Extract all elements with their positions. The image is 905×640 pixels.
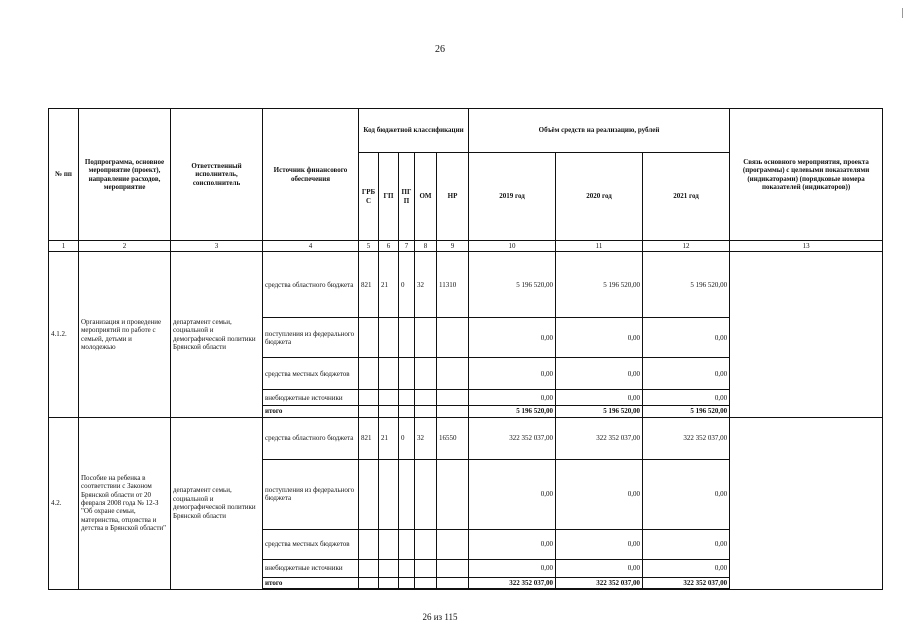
amount-2019: 5 196 520,00 bbox=[469, 252, 556, 318]
amount-2021: 0,00 bbox=[643, 559, 730, 577]
header-responsible: Ответственный исполнитель, соисполнитель bbox=[171, 109, 263, 241]
grbs-cell bbox=[359, 390, 379, 406]
pgp-cell: 0 bbox=[399, 252, 415, 318]
amount-2020: 0,00 bbox=[556, 459, 643, 529]
header-link: Связь основного мероприятия, проекта (программы) с целевыми показателями (индикаторами) (порядковые номера показателей (индикаторов)) bbox=[730, 109, 883, 241]
col-number: 9 bbox=[437, 241, 469, 252]
col-number: 3 bbox=[171, 241, 263, 252]
budget-table bbox=[48, 108, 883, 590]
gp-cell: 21 bbox=[379, 417, 399, 459]
amount-2021: 0,00 bbox=[643, 358, 730, 390]
col-number: 6 bbox=[379, 241, 399, 252]
grbs-cell bbox=[359, 406, 379, 417]
amount-2019: 0,00 bbox=[469, 318, 556, 358]
amount-2020: 0,00 bbox=[556, 529, 643, 559]
pgp-cell bbox=[399, 529, 415, 559]
nr-cell bbox=[437, 390, 469, 406]
item-name: Пособие на ребенка в соответствии с Законом Брянской области от 20 февраля 2008 года № 12-З "Об охране семьи, материнства, отцовства и детства в Брянской области" bbox=[79, 417, 171, 589]
grbs-cell bbox=[359, 577, 379, 589]
header-pgp: ПГ П bbox=[399, 153, 415, 241]
om-cell: 32 bbox=[415, 252, 437, 318]
amount-2021: 5 196 520,00 bbox=[643, 252, 730, 318]
amount-2020: 322 352 037,00 bbox=[556, 417, 643, 459]
edge-mark bbox=[902, 8, 903, 18]
pgp-cell bbox=[399, 390, 415, 406]
col-number: 2 bbox=[79, 241, 171, 252]
nr-cell bbox=[437, 529, 469, 559]
header-2020: 2020 год bbox=[556, 153, 643, 241]
amount-2020: 0,00 bbox=[556, 358, 643, 390]
om-cell bbox=[415, 459, 437, 529]
table-row bbox=[49, 252, 883, 318]
source-cell: внебюджетные источники bbox=[263, 559, 359, 577]
item-responsible: департамент семьи, социальной и демографической политики Брянской области bbox=[171, 417, 263, 589]
total-2020: 322 352 037,00 bbox=[556, 577, 643, 589]
grbs-cell bbox=[359, 529, 379, 559]
amount-2019: 0,00 bbox=[469, 358, 556, 390]
gp-cell bbox=[379, 390, 399, 406]
amount-2021: 0,00 bbox=[643, 529, 730, 559]
pgp-cell bbox=[399, 318, 415, 358]
amount-2021: 0,00 bbox=[643, 390, 730, 406]
page-number: 26 bbox=[435, 44, 445, 55]
om-cell bbox=[415, 559, 437, 577]
nr-cell bbox=[437, 459, 469, 529]
gp-cell bbox=[379, 358, 399, 390]
om-cell bbox=[415, 529, 437, 559]
col-number: 13 bbox=[730, 241, 883, 252]
gp-cell bbox=[379, 318, 399, 358]
col-number: 12 bbox=[643, 241, 730, 252]
amount-2020: 5 196 520,00 bbox=[556, 252, 643, 318]
source-cell: поступления из федерального бюджета bbox=[263, 459, 359, 529]
nr-cell bbox=[437, 318, 469, 358]
pgp-cell bbox=[399, 459, 415, 529]
pgp-cell bbox=[399, 559, 415, 577]
source-cell: итого bbox=[263, 406, 359, 417]
header-budget-code: Код бюджетной классификации bbox=[359, 109, 469, 153]
om-cell bbox=[415, 577, 437, 589]
item-name: Организация и проведение мероприятий по работе с семьей, детьми и молодежью bbox=[79, 252, 171, 417]
item-responsible: департамент семьи, социальной и демографической политики Брянской области bbox=[171, 252, 263, 417]
nr-cell bbox=[437, 358, 469, 390]
total-2021: 322 352 037,00 bbox=[643, 577, 730, 589]
indicator-link-cell bbox=[730, 252, 883, 417]
amount-2021: 0,00 bbox=[643, 318, 730, 358]
header-source: Источник финансового обеспечения bbox=[263, 109, 359, 241]
amount-2019: 322 352 037,00 bbox=[469, 417, 556, 459]
col-number: 4 bbox=[263, 241, 359, 252]
source-cell: средства областного бюджета bbox=[263, 417, 359, 459]
table-row bbox=[49, 417, 883, 459]
source-cell: средства местных бюджетов bbox=[263, 529, 359, 559]
total-2019: 5 196 520,00 bbox=[469, 406, 556, 417]
col-number: 1 bbox=[49, 241, 79, 252]
amount-2020: 0,00 bbox=[556, 390, 643, 406]
col-number: 8 bbox=[415, 241, 437, 252]
nr-cell bbox=[437, 559, 469, 577]
nr-cell bbox=[437, 577, 469, 589]
amount-2019: 0,00 bbox=[469, 390, 556, 406]
grbs-cell bbox=[359, 318, 379, 358]
col-number: 7 bbox=[399, 241, 415, 252]
amount-2020: 0,00 bbox=[556, 559, 643, 577]
header-om: ОМ bbox=[415, 153, 437, 241]
grbs-cell bbox=[359, 559, 379, 577]
gp-cell bbox=[379, 406, 399, 417]
item-number: 4.2. bbox=[49, 417, 79, 589]
source-cell: внебюджетные источники bbox=[263, 390, 359, 406]
grbs-cell: 821 bbox=[359, 417, 379, 459]
source-cell: средства областного бюджета bbox=[263, 252, 359, 318]
amount-2020: 0,00 bbox=[556, 318, 643, 358]
source-cell: поступления из федерального бюджета bbox=[263, 318, 359, 358]
item-number: 4.1.2. bbox=[49, 252, 79, 417]
column-number-row bbox=[49, 241, 883, 252]
amount-2019: 0,00 bbox=[469, 529, 556, 559]
indicator-link-cell bbox=[730, 417, 883, 589]
gp-cell bbox=[379, 577, 399, 589]
om-cell bbox=[415, 318, 437, 358]
pgp-cell bbox=[399, 406, 415, 417]
om-cell: 32 bbox=[415, 417, 437, 459]
gp-cell bbox=[379, 559, 399, 577]
page-footer: 26 из 115 bbox=[422, 612, 458, 622]
nr-cell: 11310 bbox=[437, 252, 469, 318]
source-cell: средства местных бюджетов bbox=[263, 358, 359, 390]
col-number: 10 bbox=[469, 241, 556, 252]
header-2021: 2021 год bbox=[643, 153, 730, 241]
grbs-cell bbox=[359, 459, 379, 529]
header-nr: НР bbox=[437, 153, 469, 241]
header-gp: ГП bbox=[379, 153, 399, 241]
amount-2019: 0,00 bbox=[469, 459, 556, 529]
grbs-cell bbox=[359, 358, 379, 390]
gp-cell bbox=[379, 459, 399, 529]
col-number: 11 bbox=[556, 241, 643, 252]
pgp-cell bbox=[399, 577, 415, 589]
header-num: № пп bbox=[49, 109, 79, 241]
om-cell bbox=[415, 358, 437, 390]
gp-cell: 21 bbox=[379, 252, 399, 318]
om-cell bbox=[415, 390, 437, 406]
pgp-cell: 0 bbox=[399, 417, 415, 459]
amount-2019: 0,00 bbox=[469, 559, 556, 577]
gp-cell bbox=[379, 529, 399, 559]
amount-2021: 0,00 bbox=[643, 459, 730, 529]
header-subprogram: Подпрограмма, основное мероприятие (проект), направление расходов, мероприятие bbox=[79, 109, 171, 241]
header-volume: Объём средств на реализацию, рублей bbox=[469, 109, 730, 153]
total-2020: 5 196 520,00 bbox=[556, 406, 643, 417]
grbs-cell: 821 bbox=[359, 252, 379, 318]
header-2019: 2019 год bbox=[469, 153, 556, 241]
amount-2021: 322 352 037,00 bbox=[643, 417, 730, 459]
col-number: 5 bbox=[359, 241, 379, 252]
header-grbs: ГРБ С bbox=[359, 153, 379, 241]
total-2019: 322 352 037,00 bbox=[469, 577, 556, 589]
pgp-cell bbox=[399, 358, 415, 390]
source-cell: итого bbox=[263, 577, 359, 589]
nr-cell bbox=[437, 406, 469, 417]
nr-cell: 16550 bbox=[437, 417, 469, 459]
om-cell bbox=[415, 406, 437, 417]
total-2021: 5 196 520,00 bbox=[643, 406, 730, 417]
